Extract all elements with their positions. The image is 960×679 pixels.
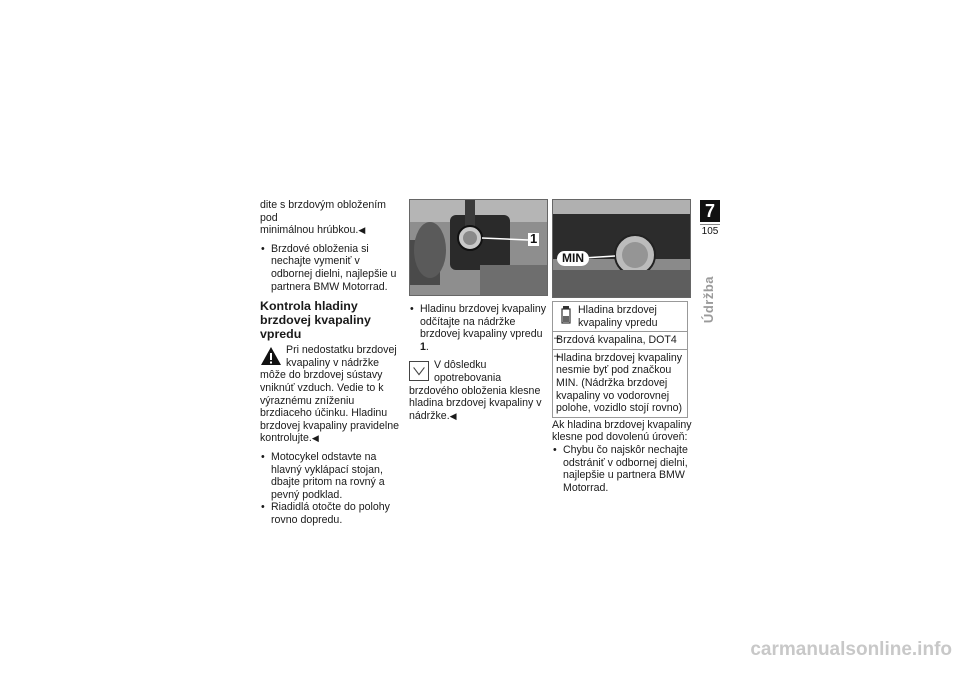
spec-title: Hladina brzdovej kvapaliny vpredu: [578, 304, 658, 329]
bullet-turn-handlebar: • Riadidlá otočte do polohy rovno dopredu.: [260, 501, 400, 526]
intro-text: [260, 199, 400, 237]
bullet-read-level-end: .: [425, 340, 429, 353]
column-left: [260, 199, 400, 526]
bullet-park-motorcycle: • Motocykel odstavte na hlavný vyklápací stojan, dbajte pritom na rovný a pevný podklad.: [260, 451, 400, 501]
spec-table: [552, 301, 688, 418]
after-spec-text: Ak hladina brzdovej kvapaliny klesne pod dovolenú úroveň:: [552, 418, 692, 444]
end-mark-icon: ◀: [358, 225, 366, 236]
warning-text-body: Pri nedostatku brzdovej kvapaliny v nádržke môže do brzdovej sústavy vniknúť vzduch. Vedie to k výraznému zníženiu brzdiaceho účinku. Hladinu brzdovej kvapaliny pravidelne kontrolujte.: [260, 344, 399, 445]
end-mark-icon: ◀: [311, 433, 319, 444]
min-mark-illustration: [553, 200, 690, 297]
spec-fluid: – Brzdová kvapalina, DOT4: [553, 332, 688, 350]
bullet-read-level-text: Hladinu brzdovej kvapaliny odčítajte na nádržke brzdovej kvapaliny vpredu: [420, 303, 547, 341]
spec-level: – Hladina brzdovej kvapaliny nesmie byť pod značkou MIN. (Nádržka brzdovej kvapaliny vo vodorovnej polohe, vozidlo stojí rovno): [553, 349, 688, 417]
brake-reservoir-photo: [409, 199, 548, 296]
callout-number: 1: [530, 231, 538, 246]
section-heading: Kontrola hladiny brzdovej kvapaliny vpredu: [260, 299, 371, 342]
intro-line-2: minimálnou hrúbkou.: [260, 224, 359, 237]
watermark: carmanualsonline.info: [750, 639, 952, 660]
spec-title-row: [553, 302, 688, 332]
min-label: MIN: [557, 251, 589, 266]
brake-reservoir-illustration: [410, 200, 547, 295]
note-block: [409, 359, 547, 422]
min-mark-photo: [552, 199, 691, 298]
spec-fluid-row: [553, 332, 688, 350]
spec-level-row: [553, 349, 688, 417]
page-number: 105: [701, 226, 719, 237]
spec-title-cell: [553, 302, 688, 332]
bullet-have-fixed: • Chybu čo najskôr nechajte odstrániť v odbornej dielni, najlepšie u partnera BMW Motorrad.: [552, 444, 692, 494]
chapter-number: 7: [700, 200, 720, 222]
warning-triangle-icon: [260, 346, 282, 366]
column-right: [552, 199, 692, 494]
reference-number: 1: [420, 340, 426, 353]
note-text-body: V dôsledku opotrebovania brzdového obloženia klesne hladina brzdovej kvapaliny v nádržke.: [409, 359, 542, 422]
end-mark-icon: ◀: [449, 410, 457, 421]
intro-line-1: dite s brzdovým obložením pod: [260, 199, 387, 224]
bullet-replace-pads: • Brzdové obloženia si nechajte vymeniť v odbornej dielni, najlepšie u partnera BMW Motorrad.: [260, 243, 400, 293]
chapter-title: Údržba: [701, 276, 716, 324]
bullet-read-level: [409, 303, 547, 353]
fluid-level-icon: [560, 305, 572, 325]
note-icon: [409, 361, 429, 381]
warning-block: [260, 344, 400, 445]
column-middle: [409, 199, 547, 422]
chapter-tab: [700, 200, 720, 239]
note-text: [409, 359, 547, 422]
